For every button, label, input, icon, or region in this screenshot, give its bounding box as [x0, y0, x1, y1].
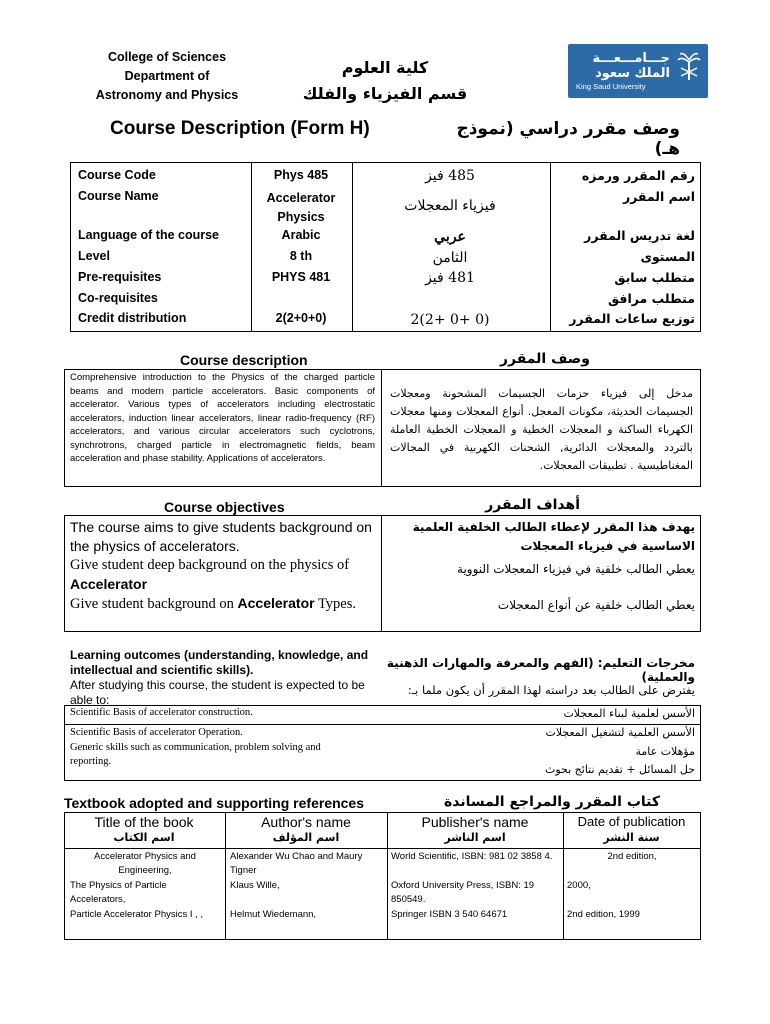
col-header-date-ar: سنة النشر [603, 831, 660, 844]
book-2-title: The Physics of Particle Accelerators, [70, 880, 167, 905]
description-text-en: Comprehensive introduction to the Physics of the charged particle beams and modern particle accelerators. Basic components of accelerator. Various types of accelerators including electrostatic accelerators, induction linear accelerators, linear radio-frequency (RF) accelerators, and various circular accelerators such cyclotrons, synchrotrons, charged particle in electromagnetic fields, beam acceleration and phase stability. Applications of accelerators. [70, 372, 375, 464]
objective-2-ar: يعطي الطالب خلفية في فيزياء المعجلات النووية [457, 562, 695, 576]
label-credit-ar: توزيع ساعات المقرر [569, 311, 695, 326]
outcome-3-ar: مؤهلات عامة [635, 745, 695, 758]
col-header-publisher-ar: اسم الناشر [444, 831, 506, 844]
value-course-name-ar: فيزياء المعجلات [404, 198, 496, 214]
objective-3-bold: Accelerator [237, 595, 315, 611]
objective-3-text: Give student background on [70, 596, 238, 612]
description-title-ar: وصف المقرر [499, 351, 590, 367]
book-3-publisher: Springer ISBN 3 540 64671 [391, 909, 508, 920]
value-course-name: Accelerator Physics [266, 191, 336, 224]
college-name: College of Sciences [107, 50, 227, 64]
col-header-author: Author's name [261, 814, 351, 830]
objectives-title-en: Course objectives [164, 499, 285, 515]
outcome-2-ar: الأسس العلمية لتشغيل المعجلات [545, 726, 695, 739]
objective-3-ar: يعطي الطالب خلفية عن أنواع المعجلات [497, 598, 695, 612]
col-header-author-ar: اسم المؤلف [272, 831, 340, 844]
value-language-ar: عربي [434, 229, 466, 245]
book-3-date: 2nd edition, 1999 [567, 909, 640, 920]
label-language-ar: لغة تدريس المقرر [584, 228, 695, 243]
description-title-en: Course description [180, 352, 308, 368]
outcome-2-en: Scientific Basis of accelerator Operation. [70, 727, 243, 738]
label-level: Level [78, 249, 110, 263]
label-prerequisites-ar: متطلب سابق [614, 270, 695, 285]
col-header-date: Date of publication [577, 814, 686, 829]
objective-3-en [70, 594, 380, 614]
label-level-ar: المستوى [640, 249, 695, 264]
outcomes-intro-en: After studying this course, the student is expected to be able to: [70, 678, 365, 707]
department-name: Department of [124, 69, 210, 83]
form-title-en: Course Description (Form H) [110, 118, 370, 139]
outcomes-title-ar: مخرجات التعليم: (الفهم والمعرفة والمهارات الذهنية والعملية) [386, 656, 695, 684]
textbooks-title-en: Textbook adopted and supporting references [64, 795, 365, 811]
textbooks-title-ar: كتاب المقرر والمراجع المساندة [444, 794, 660, 810]
book-3-author: Helmut Wiedemann, [230, 909, 317, 920]
value-credit-ar: (0 +0 +2)2 [410, 312, 490, 328]
label-prerequisites: Pre-requisites [78, 270, 162, 284]
logo-text-ar: جـــامـــعـــة الملك سعود [592, 51, 670, 81]
college-header-ar [300, 55, 470, 107]
outcomes-intro-ar: يفترض على الطالب بعد دراسته لهذا المقرر أن يكون ملما بـ: [407, 683, 695, 697]
book-2-date: 2000, [567, 880, 591, 891]
description-text-ar: مدخل إلى فيزياء حزمات الجسيمات المشحونة ومعجلات الجسيمات الحديثة، مكونات المعجل. أنواع المعجلات ومنها معجلات الكهرباء الساكنة و المعجلات الخطية و المعجلات الخطية العاملة بالتردد والمعجلات الدائرية, الشحنات الكهربية في المجالات المغناطيسية . تطبيقات المعجلات. [390, 387, 693, 472]
logo-text-en: King Saud University [576, 82, 646, 91]
label-course-code-ar: رقم المقرر ورمزه [581, 168, 695, 183]
value-credit: 2(2+0+0) [275, 311, 327, 325]
label-credit: Credit distribution [78, 311, 187, 325]
value-prerequisites: PHYS 481 [271, 270, 331, 284]
label-course-name-ar: اسم المقرر [622, 189, 695, 204]
label-course-code: Course Code [78, 168, 156, 182]
label-corequisites-ar: متطلب مرافق [608, 291, 695, 306]
course-info-table [70, 162, 701, 332]
book-1-date: 2nd edition, [607, 851, 657, 862]
book-1-author: Alexander Wu Chao and Maury Tigner [230, 851, 363, 876]
objective-2-bold: Accelerator [70, 576, 148, 592]
outcomes-title-en: Learning outcomes (understanding, knowledge, and intellectual and scientific skills). [70, 648, 369, 677]
palm-emblem-icon [676, 50, 702, 82]
department-name-2: Astronomy and Physics [95, 88, 239, 102]
label-language: Language of the course [78, 228, 219, 242]
value-course-code-ar: 485 فيز [425, 168, 475, 184]
col-header-title: Title of the book [94, 814, 194, 830]
objective-2-text: Give student deep background on the physics of [70, 557, 350, 573]
value-level: 8 th [289, 249, 313, 263]
outcome-3-en: Generic skills such as communication, problem solving and reporting. [70, 742, 321, 767]
objectives-title-ar: أهداف المقرر [485, 497, 580, 513]
value-level-ar: الثامن [432, 250, 468, 266]
value-course-code: Phys 485 [273, 168, 329, 182]
book-1-publisher: World Scientific, ISBN: 981 02 3858 4. [391, 851, 553, 862]
value-language: Arabic [281, 228, 321, 242]
outcome-1-ar: الأسس لعلمية لبناء المعجلات [563, 707, 695, 720]
college-name-ar: كلية العلوم [341, 58, 429, 77]
value-prerequisites-ar: 481 فيز [425, 270, 475, 286]
book-2-author: Klaus Wille, [230, 880, 280, 891]
form-title-ar: وصف مقرر دراسي (نموذج هـ) [456, 119, 680, 159]
book-1-title: Accelerator Physics and Engineering, [94, 851, 196, 876]
book-3-title: Particle Accelerator Physics I , , [70, 909, 204, 920]
objective-2-en [70, 556, 375, 595]
objective-1-en: The course aims to give students background on the physics of accelerators. [70, 519, 372, 554]
university-logo [568, 44, 708, 98]
outcome-1-en: Scientific Basis of accelerator construction. [70, 707, 253, 718]
book-2-publisher: Oxford University Press, ISBN: 19 850549. [391, 880, 535, 905]
label-corequisites: Co-requisites [78, 291, 158, 305]
label-course-name: Course Name [78, 189, 159, 203]
col-header-publisher: Publisher's name [421, 814, 529, 830]
objective-3-tail: Types. [314, 596, 356, 612]
outcome-4-ar: حل المسائل + تقديم نتائج بحوث [544, 763, 695, 776]
department-name-ar: قسم الفيزياء والفلك [302, 84, 468, 103]
col-header-title-ar: اسم الكتاب [113, 831, 175, 844]
college-header-en [72, 48, 262, 105]
objective-1-ar: يهدف هذا المقرر لإعطاء الطالب الخلفية العلمية الاساسية في فيزياء المعجلات [412, 520, 695, 553]
